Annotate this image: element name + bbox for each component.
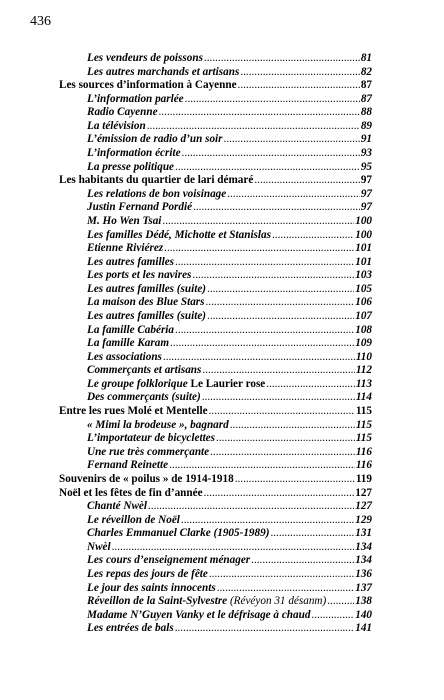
toc-entry-title-text: Les vendeurs de poissons [87,52,203,64]
dot-leader [209,405,355,419]
toc-entry-page-number: 101 [355,255,372,268]
toc-subsection-entry [59,527,372,541]
toc-entry-page-number: 89 [360,119,372,132]
toc-entry-page-number: 113 [355,377,372,390]
toc-entry-title [87,147,181,161]
toc-subsection-entry [59,609,372,623]
toc-entry-title-text: Réveillon de la Saint-Sylvestre [87,595,228,608]
toc-subsection-entry [59,595,372,609]
toc-entry-title-note: (Révéyon 31 désanm) [227,595,327,608]
toc-entry-title [87,527,269,541]
toc-entry-title-text: Les autres familles (suite) [87,309,207,322]
toc-entry-title [87,568,208,582]
toc-entry-page-number: 108 [355,323,372,336]
toc-entry-title-text: Justin Fernand Pordié [87,201,193,214]
toc-subsection-entry [59,93,372,107]
toc-entry-page-number: 87 [360,92,372,105]
toc-subsection-entry [59,120,372,134]
toc-entry-page-number: 87 [360,79,372,92]
toc-subsection-entry [59,582,372,596]
toc-entry-page-number: 91 [360,133,372,146]
toc-entry-title [87,133,223,147]
toc-entry-title-text: Les sources d’information à Cayenne [59,79,237,92]
dot-leader [207,310,354,324]
toc-entry-title [59,487,203,501]
toc-entry-title [87,269,191,283]
toc-entry-title-text: L’information parlée [87,92,184,105]
toc-entry-page-number: 115 [355,432,372,445]
toc-entry-title-text: Noël et les fêtes de fin d’année [59,486,203,499]
toc-entry-title [87,432,215,446]
toc-subsection-entry [59,378,372,392]
toc-entry-title-text: La télévision [87,119,146,132]
toc-entry-title [87,609,310,623]
dot-leader [224,133,360,147]
toc-subsection-entry [59,324,372,338]
dot-leader [216,432,355,446]
toc-entry-title [59,405,208,419]
toc-entry-title-text: Entre les rues Molé et Mentelle [59,405,208,418]
toc-entry-title-text: Les ports et les navires [87,269,192,282]
toc-entry-title [59,174,253,188]
table-of-contents [59,52,372,636]
dot-leader [170,337,354,351]
toc-entry-page-number: 100 [355,228,372,241]
toc-entry-title-text: L’importateur de bicyclettes [87,432,216,445]
toc-entry-page-number: 127 [355,500,372,513]
dot-leader [311,609,354,623]
toc-entry-page-number: 109 [355,337,372,350]
toc-subsection-entry [59,419,372,433]
toc-entry-title [87,351,162,365]
dot-leader [175,622,355,636]
toc-subsection-entry [59,554,372,568]
dot-leader [209,568,354,582]
toc-entry-title [87,337,169,351]
toc-entry-title-text: Charles Emmanuel Clarke (1905-1989) [87,527,270,540]
toc-entry-title-text: Souvenirs de « poilus » de 1914-1918 [59,472,234,485]
toc-subsection-entry [59,242,372,256]
toc-section-entry [59,405,372,419]
toc-entry-page-number: 81 [360,52,372,64]
toc-entry-title [87,324,174,338]
toc-entry-page-number: 110 [355,350,372,363]
dot-leader [193,201,360,215]
toc-entry-page-number: 134 [355,554,372,567]
toc-entry-title [87,459,168,473]
toc-entry-title [87,106,158,120]
toc-subsection-entry [59,66,372,80]
toc-entry-title-text: Nwèl [87,540,111,553]
toc-entry-title-text: Les habitants du quartier de lari démaré [59,174,254,187]
toc-subsection-entry [59,432,372,446]
toc-subsection-entry [59,622,372,636]
toc-entry-page-number: 138 [355,595,372,608]
toc-entry-title-text: Les autres familles (suite) [87,282,207,295]
toc-section-entry [59,473,372,487]
toc-entry-title-text: Les repas des jours de fête [87,567,208,580]
toc-entry-title [87,161,174,175]
toc-subsection-entry [59,351,372,365]
dot-leader [230,419,355,433]
toc-subsection-entry [59,337,372,351]
toc-entry-page-number: 137 [355,581,372,594]
toc-entry-title-text: Radio Cayenne [87,106,158,119]
toc-entry-title-text: Les autres familles [87,255,175,268]
toc-subsection-entry [59,161,372,175]
toc-entry-page-number: 112 [355,364,372,377]
toc-entry-title [87,283,206,297]
dot-leader [210,446,355,460]
toc-entry-title [87,215,161,229]
dot-leader [164,242,354,256]
toc-subsection-entry [59,459,372,473]
toc-subsection-entry [59,215,372,229]
toc-entry-title-text: M. Ho Wen Tsai [87,214,162,227]
toc-entry-page-number: 107 [355,309,372,322]
toc-entry-title-text: Les entrées de bals [87,622,174,635]
toc-entry-title [87,256,174,270]
toc-entry-title [59,79,237,93]
toc-entry-title [87,446,209,460]
toc-entry-page-number: 100 [355,214,372,227]
toc-entry-title-text: L’information écrite [87,147,181,160]
toc-entry-page-number: 115 [355,405,372,418]
dot-leader [163,351,355,365]
dot-leader [327,595,354,609]
toc-entry-title [87,296,205,310]
toc-subsection-entry [59,269,372,283]
dot-leader [147,120,360,134]
toc-entry-page-number: 82 [360,65,372,78]
toc-entry-title-text: Une rue très commerçante [87,445,210,458]
toc-subsection-entry [59,514,372,528]
toc-subsection-entry [59,256,372,270]
toc-entry-title-text: Les relations de bon voisinage [87,187,227,200]
toc-entry-title-text: Etienne Riviérez [87,242,164,255]
toc-entry-title-text: Chanté Nwèl [87,500,147,513]
page-number: 436 [30,14,51,29]
toc-entry-title [87,514,180,528]
dot-leader [182,147,360,161]
toc-entry-title [87,310,206,324]
toc-entry-title [87,419,229,433]
toc-entry-page-number: 141 [355,622,372,635]
toc-entry-page-number: 105 [355,282,372,295]
dot-leader [175,324,354,338]
toc-entry-title-text: La famille Cabéria [87,323,175,336]
toc-entry-title [87,52,203,66]
toc-entry-title-text: Commerçants et artisans [87,364,202,377]
toc-entry-title [87,201,192,215]
toc-entry-title-text: Le réveillon de Noël [87,513,180,526]
dot-leader [227,188,360,202]
toc-subsection-entry [59,133,372,147]
toc-entry-title [87,364,201,378]
toc-subsection-entry [59,310,372,324]
dot-leader [204,487,355,501]
toc-entry-page-number: 115 [355,418,372,431]
dot-leader [272,229,354,243]
toc-entry-page-number: 116 [355,459,372,472]
dot-leader [185,93,360,107]
toc-subsection-entry [59,364,372,378]
dot-leader [169,459,355,473]
toc-entry-page-number: 131 [355,527,372,540]
dot-leader [235,473,355,487]
toc-entry-title [87,554,250,568]
toc-entry-title-text: « Mimi la brodeuse », bagnard [87,418,229,431]
toc-entry-title [87,120,146,134]
toc-entry-title-text: Les cours d’enseignement ménager [87,554,251,567]
toc-entry-title-text: La famille Karam [87,337,170,350]
dot-leader [202,364,354,378]
toc-subsection-entry [59,188,372,202]
toc-entry-title-text: Les associations [87,350,162,363]
toc-entry-title [87,595,326,609]
dot-leader [240,66,360,80]
toc-entry-page-number: 116 [355,445,372,458]
dot-leader [181,514,354,528]
toc-entry-title [59,473,234,487]
toc-entry-page-number: 136 [355,567,372,580]
toc-subsection-entry [59,52,372,66]
dot-leader [202,391,355,405]
toc-subsection-entry [59,391,372,405]
toc-entry-page-number: 106 [355,296,372,309]
dot-leader [238,79,360,93]
dot-leader [175,161,360,175]
toc-entry-page-number: 97 [360,174,372,187]
dot-leader [159,106,360,120]
toc-entry-title-text: Les familles Dédé, Michotte et Stanislas [87,228,271,241]
toc-entry-title-text: Madame N’Guyen Vanky et le défrisage à chaud [87,608,311,621]
toc-entry-title-text: La maison des Blue Stars [87,296,205,309]
toc-entry-title [87,242,163,256]
toc-subsection-entry [59,446,372,460]
toc-entry-title-text: Le jour des saints innocents [87,581,216,594]
toc-subsection-entry [59,106,372,120]
dot-leader [204,52,360,66]
toc-entry-page-number: 97 [360,187,372,200]
toc-section-entry [59,79,372,93]
toc-entry-title-text: Les autres marchands et artisans [87,65,240,78]
toc-subsection-entry [59,541,372,555]
toc-entry-page-number: 93 [360,147,372,160]
dot-leader [217,582,355,596]
toc-entry-title-text: Le groupe folklorique [87,377,188,390]
toc-entry-page-number: 97 [360,201,372,214]
toc-entry-page-number: 88 [360,106,372,119]
dot-leader [148,500,354,514]
toc-entry-title [87,500,147,514]
toc-entry-page-number: 101 [355,242,372,255]
toc-entry-page-number: 129 [355,513,372,526]
toc-entry-title-text: Des commerçants (suite) [87,391,201,404]
dot-leader [112,541,355,555]
toc-entry-page-number: 127 [355,486,372,499]
toc-entry-page-number: 95 [360,160,372,173]
dot-leader [266,378,355,392]
dot-leader [207,283,354,297]
dot-leader [192,269,354,283]
toc-entry-title [87,66,239,80]
dot-leader [251,554,354,568]
dot-leader [270,527,354,541]
toc-entry-title-text: La presse politique [87,160,175,173]
toc-entry-page-number: 134 [355,540,372,553]
toc-entry-title [87,229,271,243]
toc-subsection-entry [59,147,372,161]
toc-entry-title [87,582,216,596]
toc-entry-page-number: 114 [355,391,372,404]
toc-entry-title [87,378,265,392]
toc-section-entry [59,487,372,501]
toc-entry-title [87,93,184,107]
toc-entry-page-number: 140 [355,608,372,621]
dot-leader [175,256,354,270]
toc-entry-page-number: 103 [355,269,372,282]
toc-entry-title [87,622,174,636]
toc-subsection-entry [59,296,372,310]
toc-entry-title-text: L’émission de radio d’un soir [87,133,223,146]
dot-leader [162,215,354,229]
toc-entry-title-upright: Le Laurier rose [187,377,266,390]
toc-section-entry [59,174,372,188]
toc-subsection-entry [59,283,372,297]
toc-subsection-entry [59,568,372,582]
toc-entry-title [87,188,226,202]
dot-leader [206,296,355,310]
dot-leader [254,174,359,188]
toc-entry-page-number: 119 [355,472,372,485]
toc-subsection-entry [59,201,372,215]
toc-subsection-entry [59,500,372,514]
toc-subsection-entry [59,229,372,243]
toc-entry-title [87,541,111,555]
toc-entry-title [87,391,201,405]
toc-entry-title-text: Fernand Reinette [87,459,169,472]
